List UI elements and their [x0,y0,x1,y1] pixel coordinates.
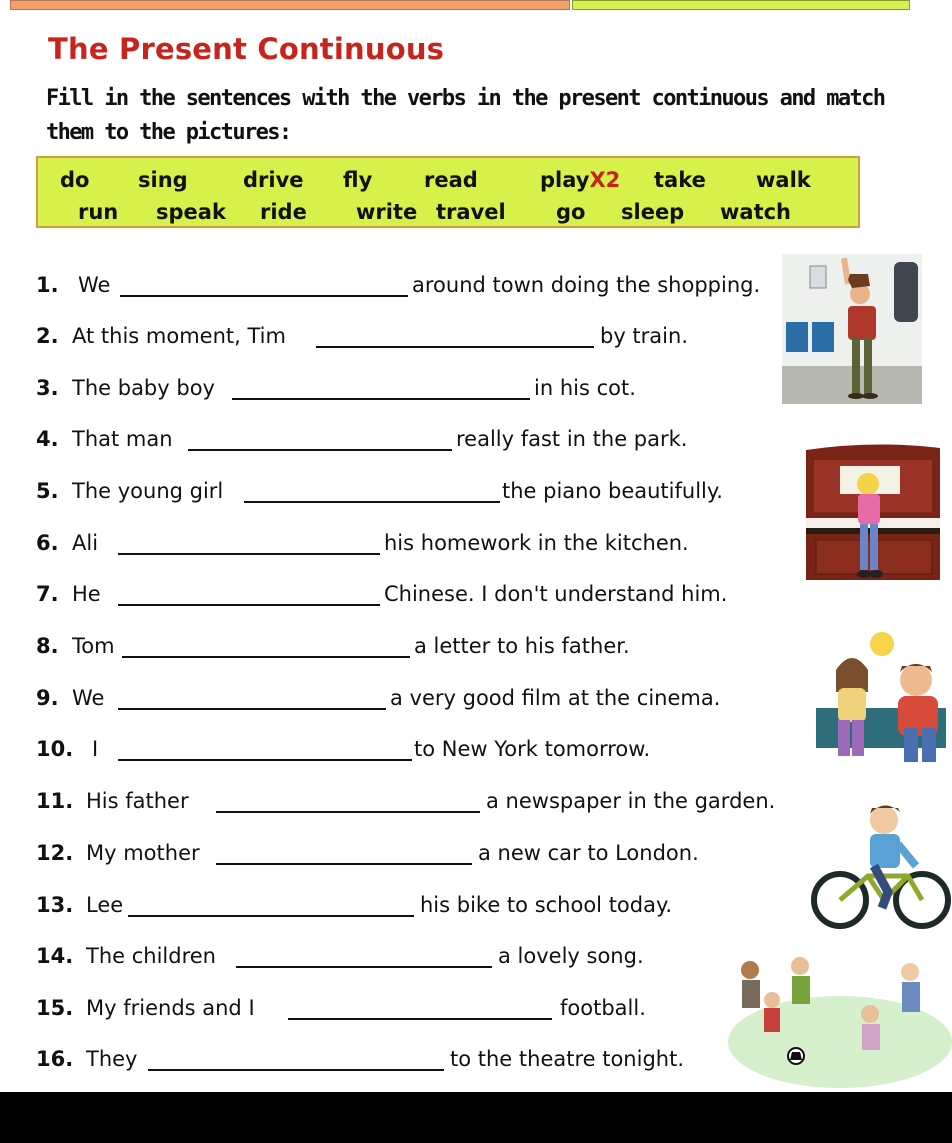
word-watch: watch [720,200,792,224]
answer-blank[interactable] [244,501,500,503]
cinema-couple-illustration [810,630,952,768]
top-bar-green [572,0,910,10]
sentence-number: 10. [36,737,74,761]
sentence-number: 2. [36,324,59,348]
answer-blank[interactable] [128,915,414,917]
sentence-number: 11. [36,789,74,813]
sentence-end: a very good film at the cinema. [390,686,721,710]
word-play-multiplier: X2 [589,168,621,192]
worksheet-title: The Present Continuous [48,32,445,66]
word-play [540,168,620,192]
sentence-start: Tom [72,634,115,658]
sentence-end: a lovely song. [498,944,644,968]
word-run: run [78,200,119,224]
sentence-number: 8. [36,634,59,658]
sentence-start: Lee [86,893,124,917]
sentence-start: His father [86,789,189,813]
answer-blank[interactable] [316,346,594,348]
word-sing: sing [138,168,188,192]
answer-blank[interactable] [118,759,412,761]
word-speak: speak [156,200,226,224]
children-playing-football-illustration [720,952,952,1092]
sentence-end: in his cot. [534,376,636,400]
sentence-end: his homework in the kitchen. [384,531,689,555]
sentence-end: football. [560,996,646,1020]
word-go: go [556,200,586,224]
answer-blank[interactable] [118,553,380,555]
word-play-label: play [540,168,590,192]
sentence-start: The baby boy [72,376,215,400]
word-fly: fly [343,168,373,192]
sentence-number: 15. [36,996,74,1020]
sentence-number: 6. [36,531,59,555]
sentence-number: 7. [36,582,59,606]
answer-blank[interactable] [288,1018,552,1020]
answer-blank[interactable] [236,966,492,968]
sentence-end: to New York tomorrow. [414,737,651,761]
answer-blank[interactable] [216,811,480,813]
sentence-number: 3. [36,376,59,400]
word-walk: walk [756,168,811,192]
sentence-number: 9. [36,686,59,710]
word-take: take [654,168,706,192]
answer-blank[interactable] [122,656,410,658]
answer-blank[interactable] [118,708,386,710]
sentence-number: 1. [36,273,59,297]
sentence-end: by train. [600,324,688,348]
sentence-number: 14. [36,944,74,968]
girl-playing-piano-illustration [800,440,944,586]
word-sleep: sleep [621,200,685,224]
answer-blank[interactable] [188,449,452,451]
sentence-start: That man [72,427,173,451]
answer-blank[interactable] [120,295,408,297]
sentence-number: 16. [36,1047,74,1071]
sentence-start: I [92,737,99,761]
instructions-line-1: Fill in the sentences with the verbs in the present continuous and match [46,86,885,111]
sentence-start: They [86,1047,138,1071]
sentence-start: We [72,686,105,710]
sentence-start: He [72,582,101,606]
answer-blank[interactable] [232,398,530,400]
answer-blank[interactable] [148,1069,444,1071]
sentence-number: 5. [36,479,59,503]
sentence-start: At this moment, Tim [72,324,286,348]
word-bank [36,156,860,228]
sentence-number: 12. [36,841,74,865]
sentence-end: Chinese. I don't understand him. [384,582,728,606]
sentence-number: 4. [36,427,59,451]
word-travel: travel [436,200,506,224]
sentence-number: 13. [36,893,74,917]
sentence-start: The young girl [72,479,224,503]
sentence-end: to the theatre tonight. [450,1047,685,1071]
sentence-end: the piano beautifully. [502,479,723,503]
sentence-start: Ali [72,531,99,555]
top-bar-orange [10,0,570,10]
instructions-line-2: them to the pictures: [46,120,291,145]
sentence-start: My mother [86,841,200,865]
sentence-end: his bike to school today. [420,893,673,917]
sentence-end: really fast in the park. [456,427,688,451]
word-write: write [356,200,418,224]
sentence-start: My friends and I [86,996,255,1020]
answer-blank[interactable] [216,863,472,865]
word-read: read [424,168,478,192]
sentence-end: a newspaper in the garden. [486,789,776,813]
boy-riding-bike-illustration [808,796,952,936]
word-ride: ride [260,200,307,224]
sentence-start: The children [86,944,216,968]
word-do: do [60,168,90,192]
train-passenger-illustration [782,254,922,404]
sentence-end: a new car to London. [478,841,699,865]
answer-blank[interactable] [118,604,380,606]
sentence-start: We [78,273,111,297]
word-drive: drive [243,168,304,192]
sentence-end: a letter to his father. [414,634,630,658]
sentence-end: around town doing the shopping. [412,273,761,297]
